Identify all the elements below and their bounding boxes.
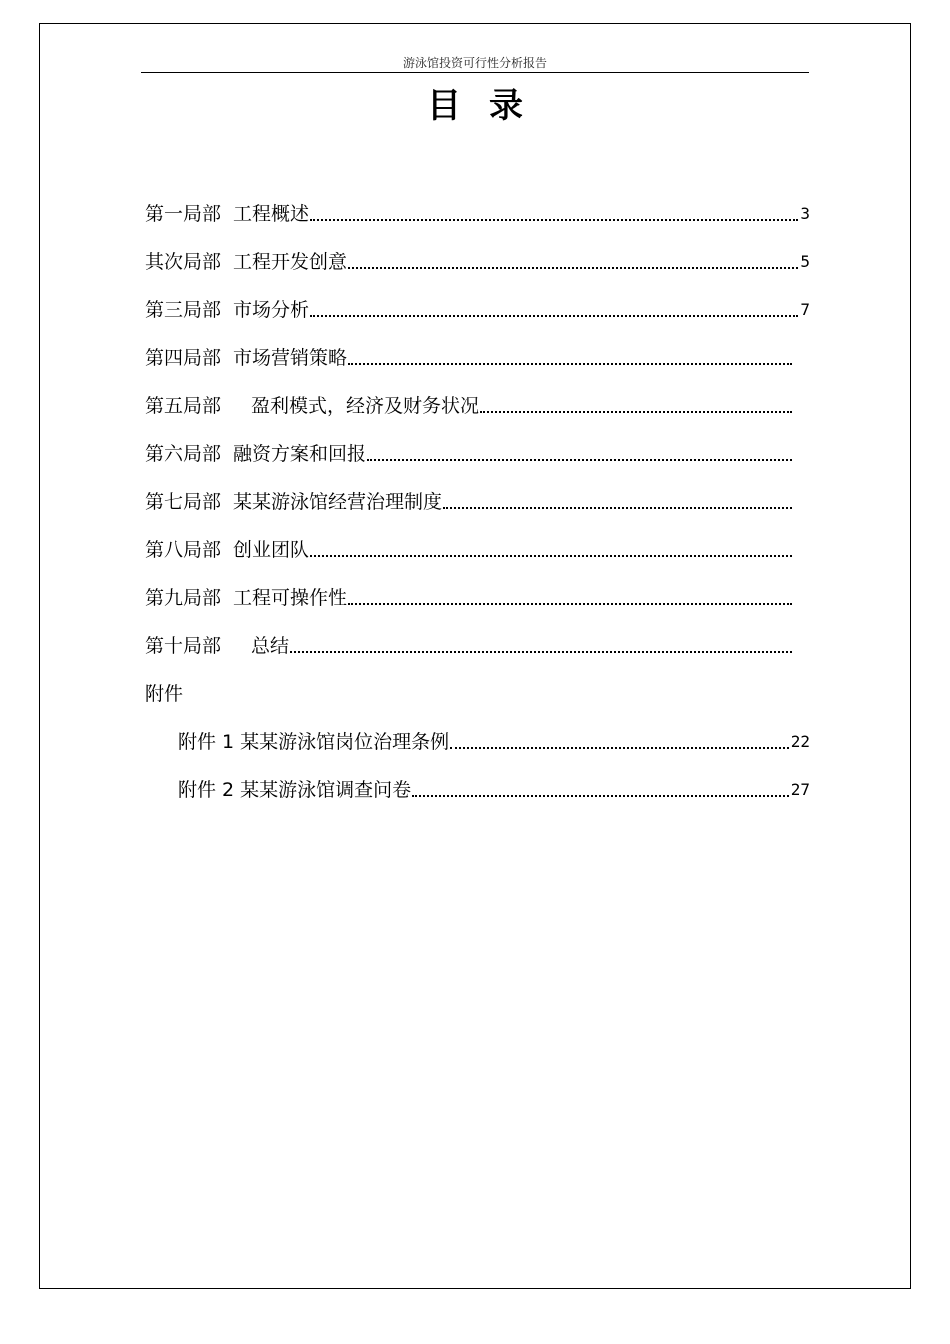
toc-title: 目录	[427, 86, 551, 126]
toc-entry-title: 创业团队	[233, 539, 310, 561]
toc-dot-leader	[442, 488, 792, 516]
toc-part: 第八局部	[145, 539, 222, 561]
toc-appendix-1[interactable]	[145, 718, 810, 766]
toc-entry-title: 附件 2 某某游泳馆调查问卷	[178, 779, 412, 801]
toc-dot-leader	[411, 776, 789, 804]
toc-part: 第十局部	[145, 635, 222, 657]
toc-entry-7[interactable]	[145, 478, 810, 526]
toc-entry-3[interactable]	[145, 286, 810, 334]
toc-dot-leader	[347, 584, 792, 612]
toc-entry-title: 总结	[251, 635, 290, 657]
toc-page-number: 22	[790, 732, 810, 751]
toc-entry-title: 市场营销策略	[233, 347, 348, 369]
toc-entry-title: 工程可操作性	[233, 587, 348, 609]
toc-dot-leader	[479, 392, 792, 420]
toc-page-number: 3	[800, 204, 810, 223]
toc-entry-9[interactable]	[145, 574, 810, 622]
toc-entry-6[interactable]	[145, 430, 810, 478]
toc-part: 第七局部	[145, 491, 222, 513]
toc-entry-title: 附件 1 某某游泳馆岗位治理条例	[178, 731, 450, 753]
toc-entry-title: 某某游泳馆经营治理制度	[233, 491, 443, 513]
toc-part: 其次局部	[145, 251, 222, 273]
toc-entry-2[interactable]	[145, 238, 810, 286]
toc-part: 第一局部	[145, 203, 222, 225]
toc-entry-title: 工程开发创意	[233, 251, 348, 273]
toc-page-number: 5	[800, 252, 810, 271]
toc-page-number: 27	[790, 780, 810, 799]
toc-part: 第五局部	[145, 395, 222, 417]
table-of-contents	[145, 190, 810, 814]
toc-appendix-2[interactable]	[145, 766, 810, 814]
toc-dot-leader	[449, 728, 789, 756]
header-rule	[141, 72, 809, 73]
toc-entry-title: 市场分析	[233, 299, 310, 321]
toc-entry-8[interactable]	[145, 526, 810, 574]
running-header: 游泳馆投资可行性分析报告	[402, 56, 547, 70]
toc-dot-leader	[347, 248, 798, 276]
toc-dot-leader	[309, 200, 798, 228]
toc-appendix-heading: 附件	[145, 683, 184, 705]
toc-page-number: 7	[800, 300, 810, 319]
toc-dot-leader	[366, 440, 792, 468]
toc-dot-leader	[289, 632, 792, 660]
toc-entry-10[interactable]	[145, 622, 810, 670]
toc-entry-title: 盈利模式，经济及财务状况	[251, 395, 480, 417]
toc-part: 第三局部	[145, 299, 222, 321]
toc-dot-leader	[347, 344, 792, 372]
toc-entry-title: 融资方案和回报	[233, 443, 367, 465]
toc-entry-title: 工程概述	[233, 203, 310, 225]
toc-entry-1[interactable]	[145, 190, 810, 238]
toc-dot-leader	[309, 536, 792, 564]
toc-part: 第四局部	[145, 347, 222, 369]
toc-part: 第九局部	[145, 587, 222, 609]
toc-part: 第六局部	[145, 443, 222, 465]
toc-entry-5[interactable]	[145, 382, 810, 430]
toc-entry-4[interactable]	[145, 334, 810, 382]
toc-dot-leader	[309, 296, 798, 324]
